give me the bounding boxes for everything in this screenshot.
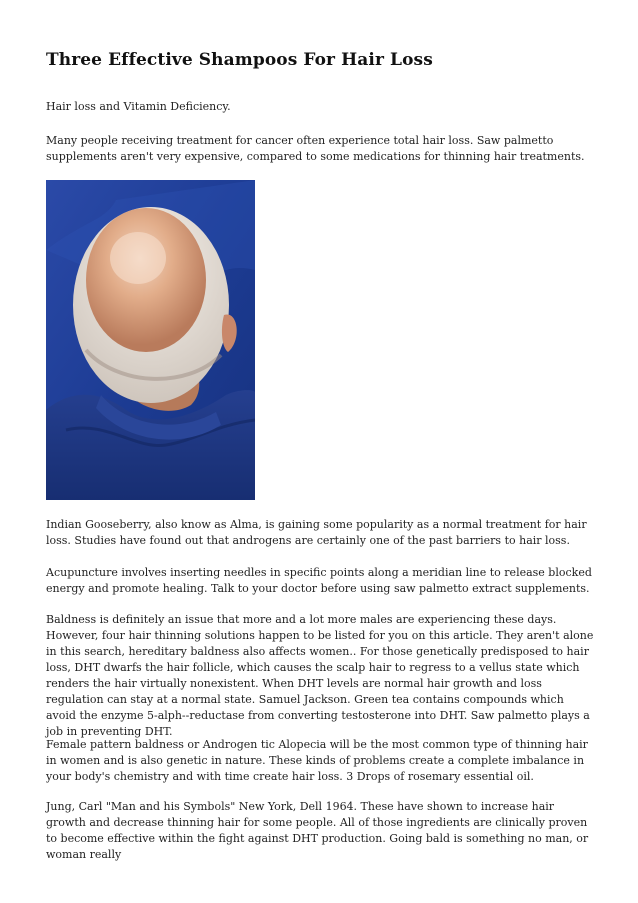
paragraph-6: Female pattern baldness or Androgen tic Alopecia will be the most common type of thinning hair in women and is also genetic in nature. These kinds of problems create a complete imbalance in your body's chemistry and with time create hair loss. 3 Drops of rosemary essential oil.	[46, 738, 588, 783]
balding-head-photo	[46, 180, 255, 500]
paragraph-7: Jung, Carl "Man and his Symbols" New York, Dell 1964. These have shown to increase hair growth and decrease thinning hair for some people. All of those ingredients are clinically proven to become effective within the fight against DHT production. Going bald is something no man, or woman really	[46, 800, 589, 861]
paragraph-5: Baldness is definitely an issue that more and a lot more males are experiencing these days. However, four hair thinning solutions happen to be listed for you on this article. They aren't alone in this search, hereditary baldness also affects women.. For those genetically predisposed to hair loss, DHT dwarfs the hair follicle, which causes the scalp hair to regress to a vellus state which renders the hair virtually nonexistent. When DHT levels are normal hair growth and loss regulation can stay at a normal state. Samuel Jackson. Green tea contains compounds which avoid the enzyme 5-alph--reductase from converting testosterone into DHT. Saw palmetto plays a job in preventing DHT.	[46, 613, 594, 738]
page-title: Three Effective Shampoos For Hair Loss	[46, 50, 433, 70]
paragraph-4: Acupuncture involves inserting needles in specific points along a meridian line to release blocked energy and promote healing. Talk to your doctor before using saw palmetto extract supplements.	[46, 566, 592, 595]
paragraph-3: Indian Gooseberry, also know as Alma, is gaining some popularity as a normal treatment for hair loss. Studies have found out that androgens are certainly one of the past barriers to hair loss.	[46, 518, 587, 547]
paragraph-2: Many people receiving treatment for cancer often experience total hair loss. Saw palmetto supplements aren't very expensive, compared to some medications for thinning hair treatments.	[46, 134, 585, 163]
paragraph-1: Hair loss and Vitamin Deficiency.	[46, 100, 231, 113]
